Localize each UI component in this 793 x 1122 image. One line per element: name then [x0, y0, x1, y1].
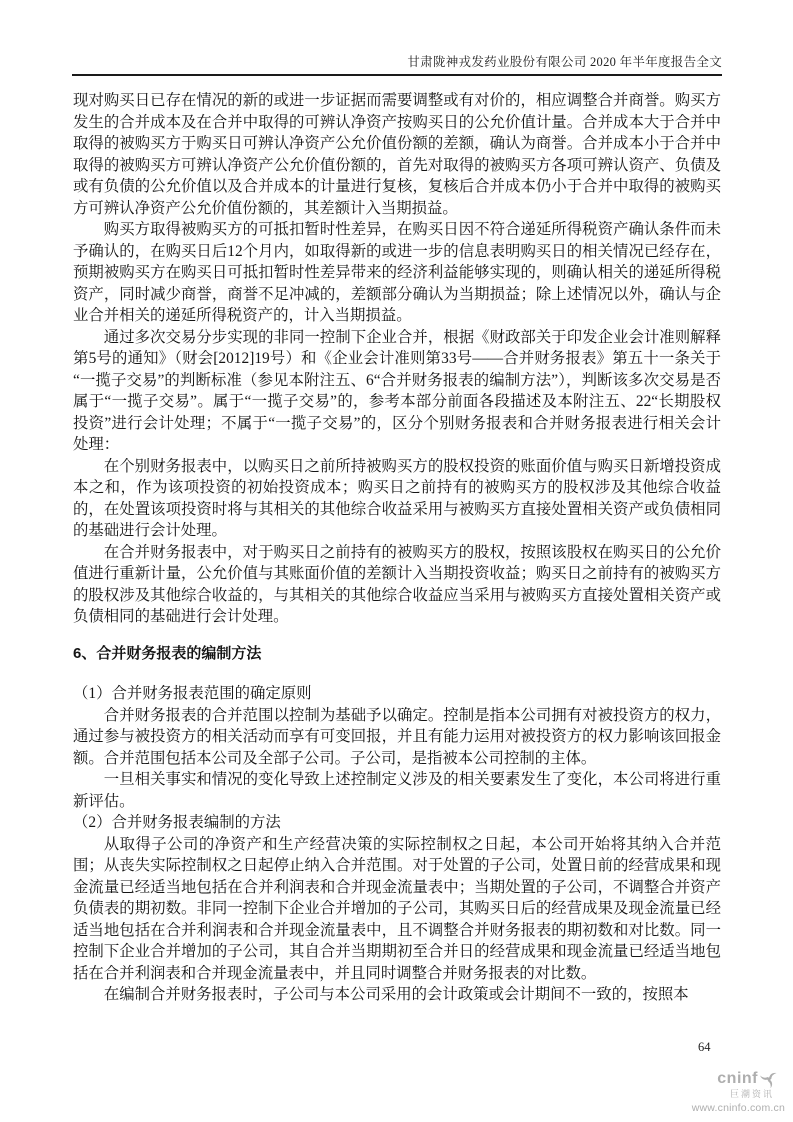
- page-number: 64: [698, 1040, 711, 1054]
- cninfo-website-url: www.cninfo.com.cn: [691, 1102, 785, 1114]
- paragraph-step-acquisition: 通过多次交易分步实现的非同一控制下企业合并，根据《财政部关于印发企业会计准则解释第5号的通知》（财会[2012]19号）和《企业会计准则第33号——合并财务报表》第五十一条关于“一揽子交易”的判断标准（参见本附注五、6“合并财务报表的编制方法”），判断该多次交易是否属于“一揽子交易”。属于“一揽子交易”的，参考本部分前面各段描述及本附注五、22“长期股权投资”进行会计处理；不属于“一揽子交易”的，区分个别财务报表和合并财务报表进行相关会计处理：: [73, 328, 721, 453]
- paragraph-consolidation-scope-changes: 从取得子公司的净资产和生产经营决策的实际控制权之日起，本公司开始将其纳入合并范围；从丧失实际控制权之日起停止纳入合并范围。对于处置的子公司，处置日前的经营成果和现金流量已经适当地包括在合并利润表和合并现金流量表中；当期处置的子公司，不调整合并资产负债表的期初数。非同一控制下企业合并增加的子公司，其购买日后的经营成果及现金流量已经适当地包括在合并利润表和合并现金流量表中，且不调整合并财务报表的期初数和对比数。同一控制下企业合并增加的子公司，其自合并当期期初至合并日的经营成果和现金流量已经适当地包括在合并利润表和合并现金流量表中，并且同时调整合并财务报表的对比数。: [73, 835, 721, 982]
- paragraph-reassessment: 一旦相关事实和情况的变化导致上述控制定义涉及的相关要素发生了变化，本公司将进行重新评估。: [73, 771, 721, 810]
- paragraph-deductible-temporary-differences: 购买方取得被购买方的可抵扣暂时性差异，在购买日因不符合递延所得税资产确认条件而未予确认的，在购买日后12个月内，如取得新的或进一步的信息表明购买日的相关情况已经存在，预期被购买方在购买日可抵扣暂时性差异带来的经济利益能够实现的，则确认相关的递延所得税资产，同时减少商誉，商誉不足冲减的，差额部分确认为当期损益；除上述情况以外，确认与企业合并相关的递延所得税资产的，计入当期损益。: [73, 221, 721, 324]
- cninfo-swirl-icon: [760, 1070, 778, 1088]
- paragraph-separate-financial-statements: 在个别财务报表中，以购买日之前所持被购买方的股权投资的账面价值与购买日新增投资成本之和，作为该项投资的初始投资成本；购买日之前持有的被购买方的股权涉及其他综合收益的，在处置该项投资时将与其相关的其他综合收益采用与被购买方直接处置相关资产或负债相同的基础进行会计处理。: [73, 457, 721, 539]
- paragraph-accounting-policy-alignment: 在编制合并财务报表时，子公司与本公司采用的会计政策或会计期间不一致的，按照本: [103, 986, 689, 1003]
- cninfo-logo-row: [668, 1070, 788, 1088]
- section-heading-consolidation-method: 6、合并财务报表的编制方法: [73, 644, 262, 662]
- subheading-consolidation-preparation-method: （2）合并财务报表编制的方法: [73, 814, 281, 831]
- page-header: [72, 0, 722, 76]
- cninfo-chinese-name: 巨潮资讯: [729, 1089, 774, 1099]
- report-header-title: 甘肃陇神戎发药业股份有限公司 2020 年半年度报告全文: [407, 55, 722, 69]
- document-body: [73, 90, 721, 1006]
- cninfo-brand-text: cninf: [717, 1070, 758, 1087]
- paragraph-goodwill-continuation: 现对购买日已存在情况的新的或进一步证据而需要调整或有对价的，相应调整合并商誉。购买方发生的合并成本及在合并中取得的可辨认净资产按购买日的公允价值计量。合并成本大于合并中取得的被购买方于购买日可辨认净资产公允价值份额的差额，确认为商誉。合并成本小于合并中取得的被购买方可辨认净资产公允价值份额的，首先对取得的被购买方各项可辨认资产、负债及或有负债的公允价值以及合并成本的计量进行复核，复核后合并成本仍小于合并中取得的被购买方可辨认净资产公允价值份额的，其差额计入当期损益。: [73, 92, 721, 217]
- subheading-consolidation-scope-principle: （1）合并财务报表范围的确定原则: [73, 685, 312, 702]
- paragraph-consolidated-financial-statements: 在合并财务报表中，对于购买日之前持有的被购买方的股权，按照该股权在购买日的公允价值进行重新计量，公允价值与其账面价值的差额计入当期投资收益；购买日之前持有的被购买方的股权涉及其他综合收益的，与其相关的其他综合收益应当采用与被购买方直接处置相关资产或负债相同的基础进行会计处理。: [73, 543, 721, 625]
- paragraph-control-definition: 合并财务报表的合并范围以控制为基础予以确定。控制是指本公司拥有对被投资方的权力，通过参与被投资方的相关活动而享有可变回报，并且有能力运用对被投资方的权力影响该回报金额。合并范围包括本公司及全部子公司。子公司，是指被本公司控制的主体。: [73, 706, 721, 767]
- cninfo-logo: [668, 1070, 788, 1114]
